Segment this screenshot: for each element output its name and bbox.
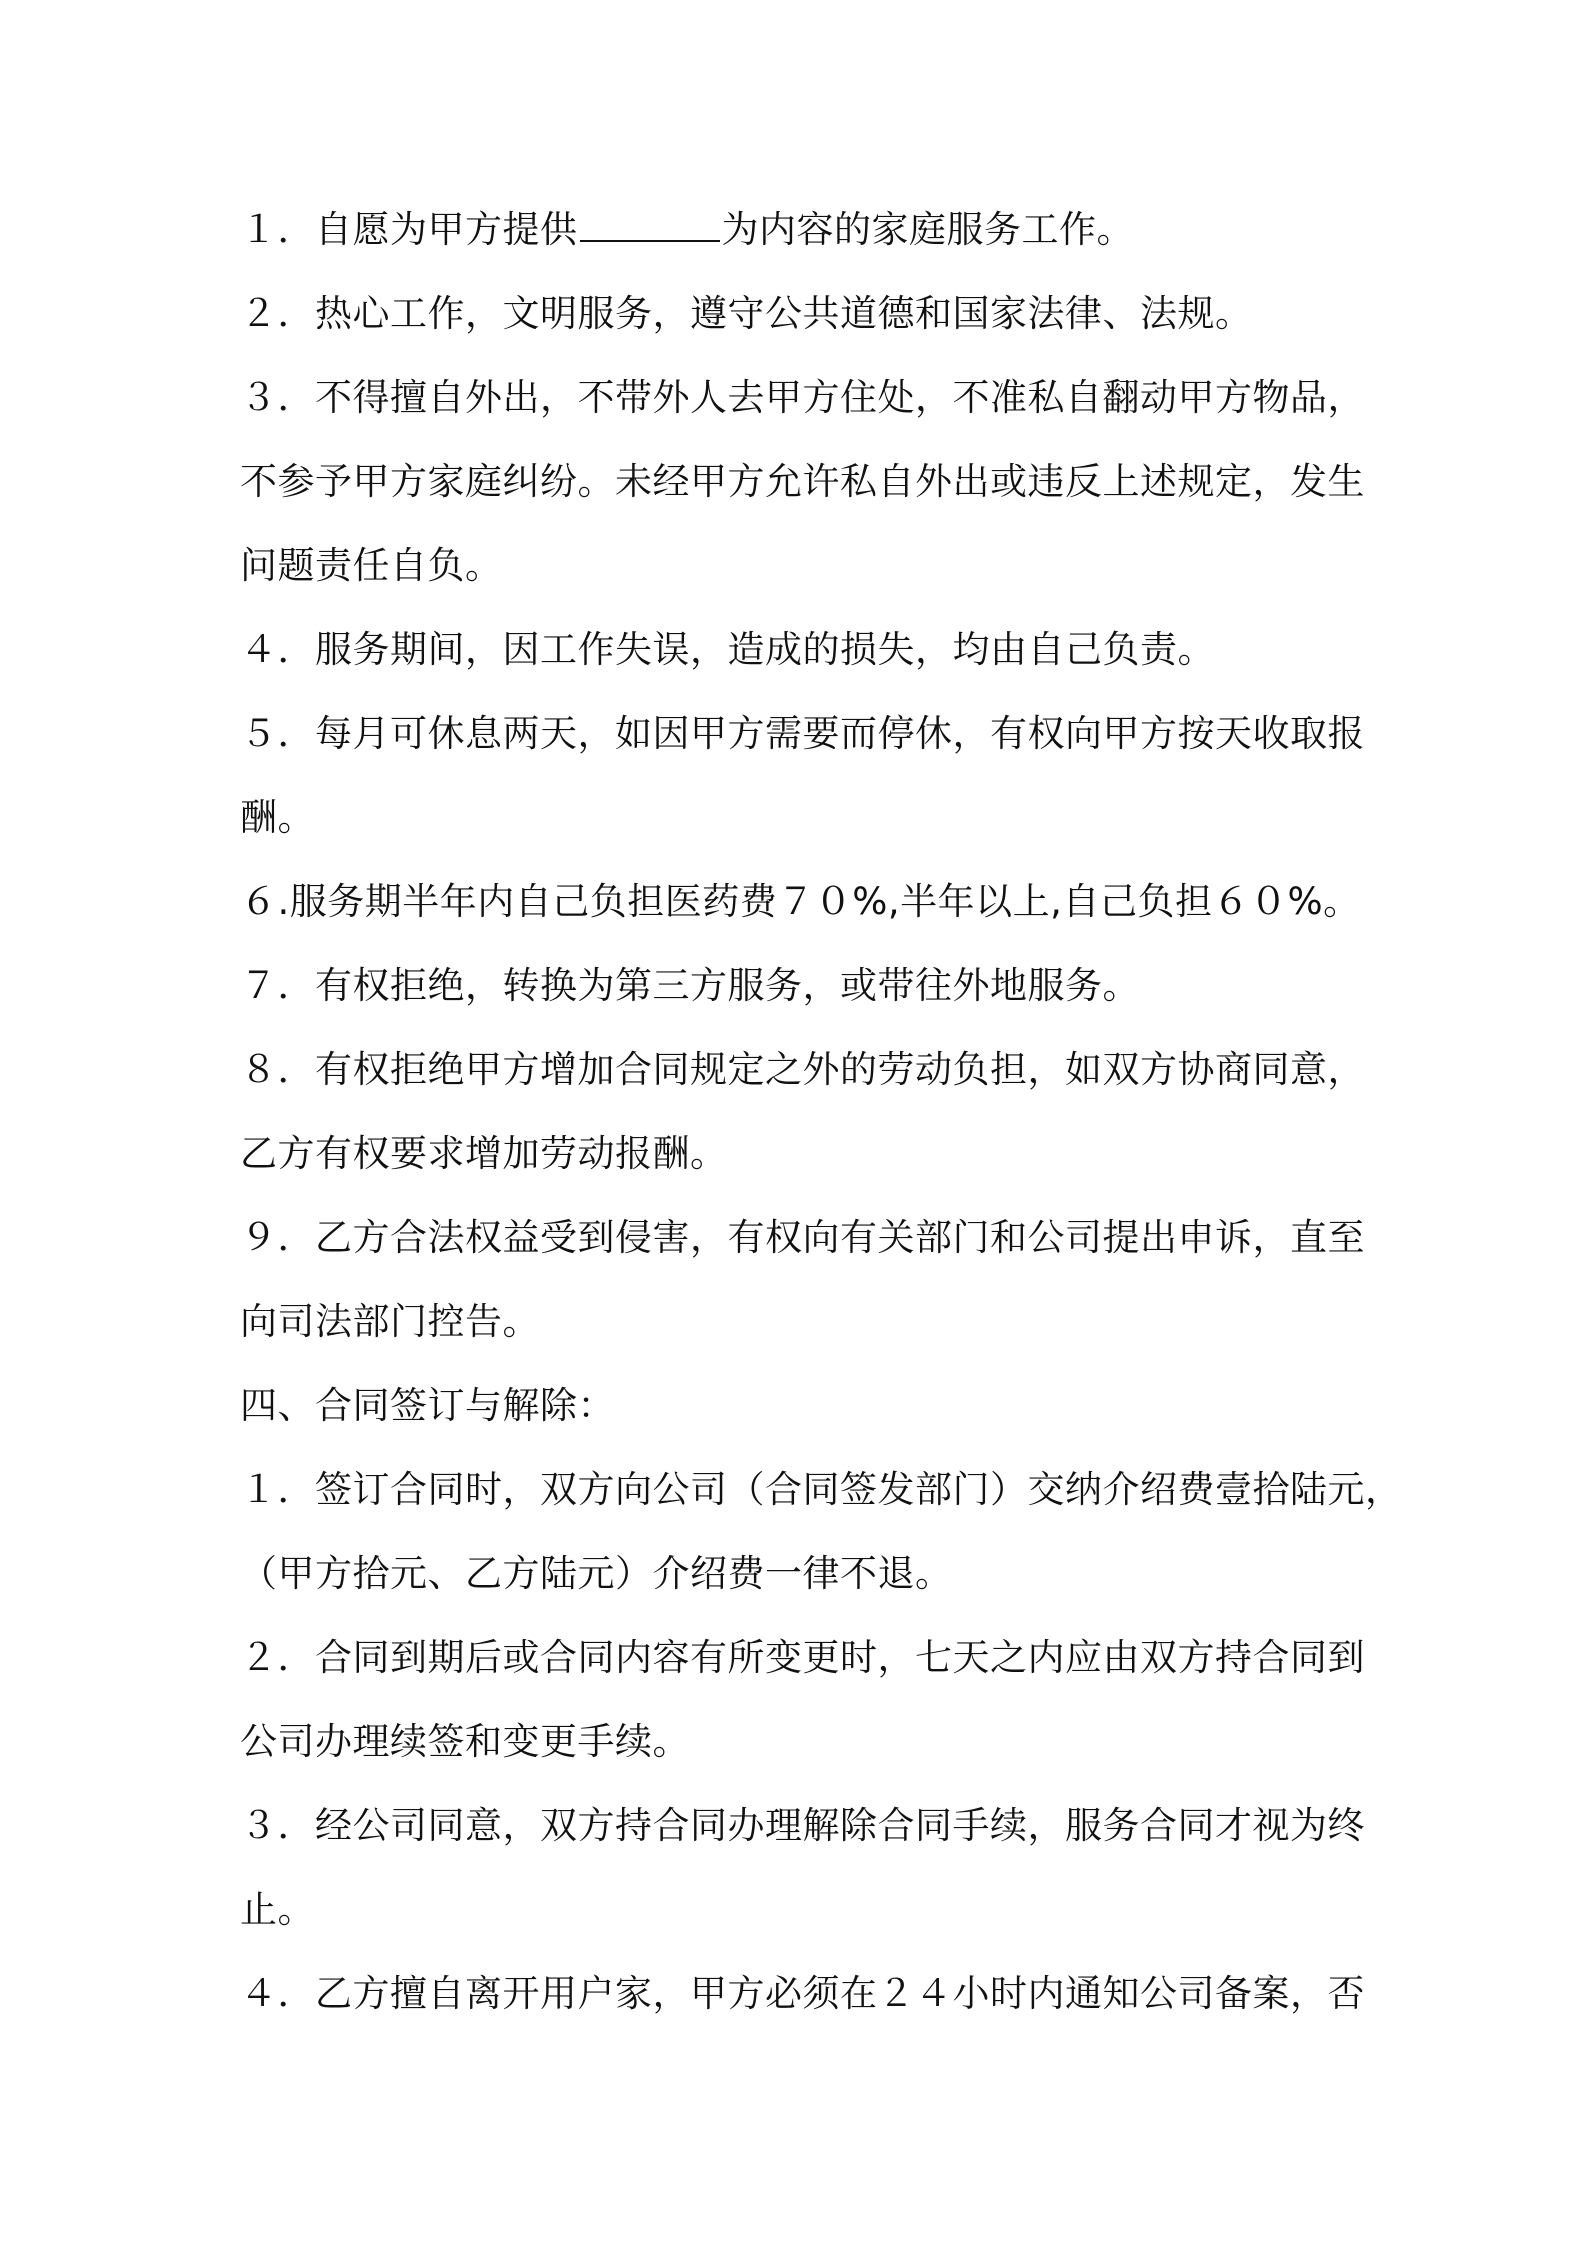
clause-b-9: ９．乙方合法权益受到侵害，有权向有关部门和公司提出申诉，直至 bbox=[240, 1216, 1365, 1259]
clause-b-3-cont-2: 问题责任自负。 bbox=[240, 544, 503, 587]
clause-b-9-cont: 向司法部门控告。 bbox=[240, 1300, 540, 1343]
section-heading-contract-signing: 四、合同签订与解除： bbox=[240, 1384, 615, 1427]
clause-d-3-cont: 止。 bbox=[240, 1888, 315, 1931]
clause-b-4: ４．服务期间，因工作失误，造成的损失，均由自己负责。 bbox=[240, 628, 1215, 671]
clause-b-5-cont: 酬。 bbox=[240, 796, 315, 839]
clause-b-3-cont-1: 不参予甲方家庭纠纷。未经甲方允许私自外出或违反上述规定，发生 bbox=[240, 460, 1365, 503]
clause-d-2-cont: 公司办理续签和变更手续。 bbox=[240, 1720, 690, 1763]
clause-d-2: ２．合同到期后或合同内容有所变更时，七天之内应由双方持合同到 bbox=[240, 1636, 1365, 1679]
clause-b-5: ５．每月可休息两天，如因甲方需要而停休，有权向甲方按天收取报 bbox=[240, 712, 1365, 755]
clause-b-1-text-after: 为内容的家庭服务工作。 bbox=[721, 208, 1134, 251]
clause-b-8-cont: 乙方有权要求增加劳动报酬。 bbox=[240, 1132, 728, 1175]
clause-b-3: ３．不得擅自外出，不带外人去甲方住处，不准私自翻动甲方物品， bbox=[240, 376, 1365, 419]
clause-b-8: ８．有权拒绝甲方增加合同规定之外的劳动负担，如双方协商同意， bbox=[240, 1048, 1365, 1091]
clause-d-4: ４．乙方擅自离开用户家，甲方必须在２４小时内通知公司备案，否 bbox=[240, 1972, 1365, 2015]
clause-b-7: ７．有权拒绝，转换为第三方服务，或带往外地服务。 bbox=[240, 964, 1140, 1007]
clause-b-1-text-before: １．自愿为甲方提供 bbox=[240, 208, 578, 251]
clause-b-1 bbox=[240, 206, 1360, 254]
clause-d-1: １．签订合同时，双方向公司（合同签发部门）交纳介绍费壹拾陆元， bbox=[240, 1468, 1403, 1511]
clause-d-1-cont: （甲方拾元、乙方陆元）介绍费一律不退。 bbox=[240, 1552, 953, 1595]
clause-b-2: ２．热心工作，文明服务，遵守公共道德和国家法律、法规。 bbox=[240, 292, 1253, 335]
clause-d-3: ３．经公司同意，双方持合同办理解除合同手续，服务合同才视为终 bbox=[240, 1804, 1365, 1847]
clause-b-6: ６.服务期半年内自己负担医药费７０%,半年以上,自己负担６０%。 bbox=[240, 880, 1361, 923]
fill-in-blank bbox=[580, 206, 720, 242]
